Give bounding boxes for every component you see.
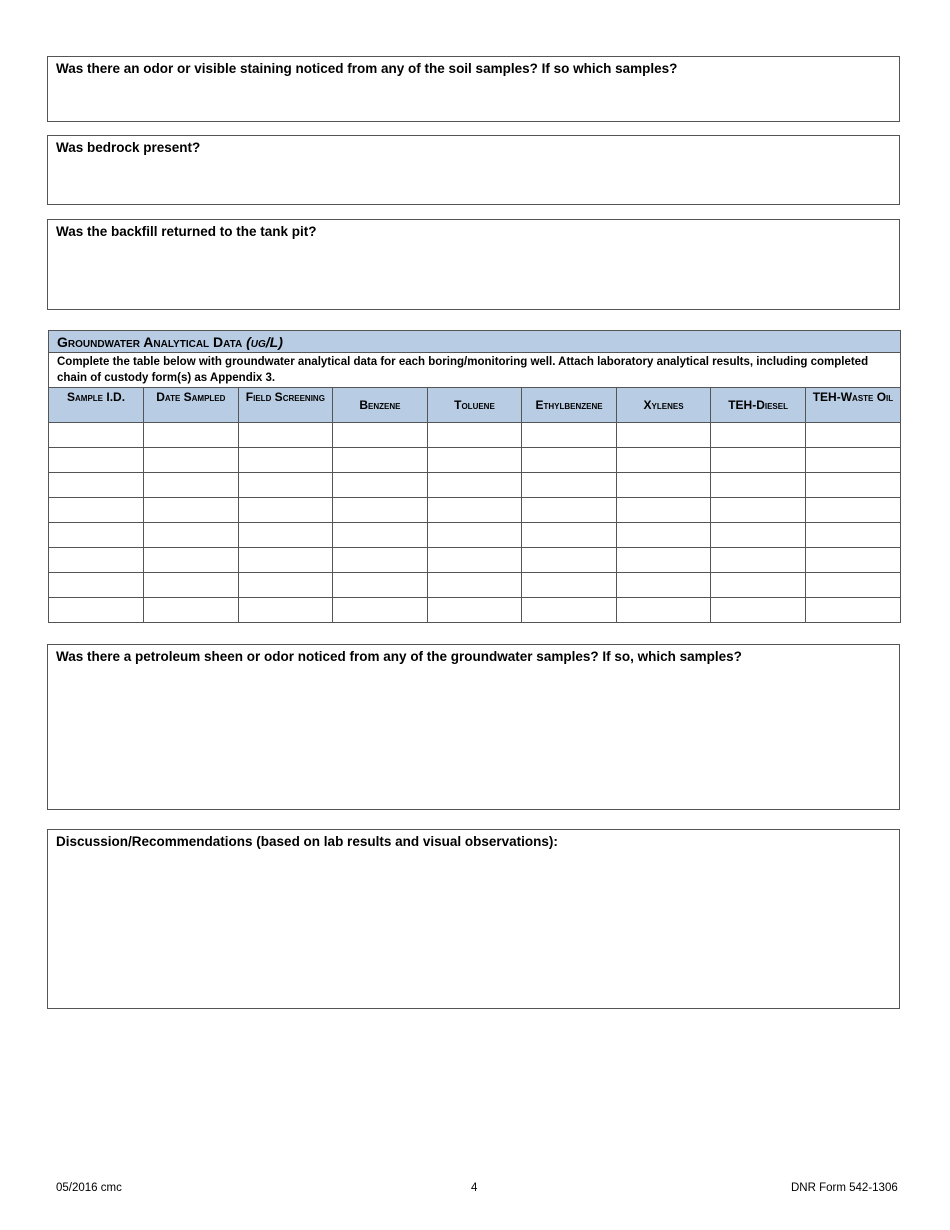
table-row <box>49 572 900 597</box>
table-cell-input[interactable] <box>711 547 806 572</box>
table-cell-input[interactable] <box>49 572 144 597</box>
table-cell-input[interactable] <box>616 522 711 547</box>
table-cell-input[interactable] <box>522 497 617 522</box>
table-cell-input[interactable] <box>616 472 711 497</box>
discussion-question: Discussion/Recommendations (based on lab results and visual observations): <box>56 834 558 849</box>
table-cell-input[interactable] <box>144 547 239 572</box>
table-cell-input[interactable] <box>522 597 617 622</box>
groundwater-title-text: Groundwater Analytical Data <box>57 334 243 350</box>
table-cell-input[interactable] <box>805 497 900 522</box>
table-row <box>49 597 900 622</box>
backfill-question: Was the backfill returned to the tank pit? <box>56 224 317 239</box>
column-header: Sample I.D. <box>49 388 144 422</box>
table-cell-input[interactable] <box>49 422 144 447</box>
table-cell-input[interactable] <box>805 547 900 572</box>
table-cell-input[interactable] <box>333 572 428 597</box>
table-cell-input[interactable] <box>711 572 806 597</box>
table-cell-input[interactable] <box>711 422 806 447</box>
groundwater-title <box>49 331 900 353</box>
groundwater-instructions: Complete the table below with groundwater analytical data for each boring/monitoring well. Attach laboratory analytical results, including completed chain of custody form(s) as Appendix 3. <box>49 353 900 388</box>
footer-page-number: 4 <box>471 1182 478 1194</box>
table-cell-input[interactable] <box>427 447 522 472</box>
table-cell-input[interactable] <box>333 597 428 622</box>
table-cell-input[interactable] <box>711 497 806 522</box>
column-header: Ethylbenzene <box>522 388 617 422</box>
table-row <box>49 547 900 572</box>
table-cell-input[interactable] <box>522 572 617 597</box>
table-cell-input[interactable] <box>711 597 806 622</box>
table-cell-input[interactable] <box>522 422 617 447</box>
table-cell-input[interactable] <box>144 447 239 472</box>
table-cell-input[interactable] <box>333 497 428 522</box>
table-cell-input[interactable] <box>616 547 711 572</box>
table-cell-input[interactable] <box>333 547 428 572</box>
odor-staining-box[interactable] <box>47 56 900 122</box>
table-cell-input[interactable] <box>49 547 144 572</box>
table-cell-input[interactable] <box>805 422 900 447</box>
table-cell-input[interactable] <box>238 422 333 447</box>
table-cell-input[interactable] <box>805 597 900 622</box>
bedrock-question: Was bedrock present? <box>56 140 201 155</box>
footer-form-number: DNR Form 542-1306 <box>791 1182 898 1194</box>
table-cell-input[interactable] <box>711 447 806 472</box>
table-cell-input[interactable] <box>805 447 900 472</box>
column-header: Toluene <box>427 388 522 422</box>
groundwater-section <box>48 330 901 623</box>
table-cell-input[interactable] <box>522 522 617 547</box>
groundwater-table <box>49 388 900 622</box>
column-header: Date Sampled <box>144 388 239 422</box>
table-cell-input[interactable] <box>616 597 711 622</box>
table-cell-input[interactable] <box>238 547 333 572</box>
table-cell-input[interactable] <box>238 497 333 522</box>
table-row <box>49 472 900 497</box>
table-cell-input[interactable] <box>238 447 333 472</box>
table-cell-input[interactable] <box>522 447 617 472</box>
table-cell-input[interactable] <box>427 572 522 597</box>
table-cell-input[interactable] <box>616 572 711 597</box>
table-cell-input[interactable] <box>522 547 617 572</box>
table-cell-input[interactable] <box>333 422 428 447</box>
table-cell-input[interactable] <box>238 572 333 597</box>
odor-staining-question: Was there an odor or visible staining noticed from any of the soil samples? If so which samples? <box>56 61 678 76</box>
table-cell-input[interactable] <box>427 522 522 547</box>
table-cell-input[interactable] <box>427 497 522 522</box>
table-cell-input[interactable] <box>333 472 428 497</box>
table-cell-input[interactable] <box>427 422 522 447</box>
backfill-box[interactable] <box>47 219 900 310</box>
discussion-box[interactable] <box>47 829 900 1009</box>
footer-date: 05/2016 cmc <box>56 1182 122 1194</box>
table-cell-input[interactable] <box>49 472 144 497</box>
table-cell-input[interactable] <box>238 472 333 497</box>
table-row <box>49 447 900 472</box>
table-cell-input[interactable] <box>49 522 144 547</box>
table-cell-input[interactable] <box>711 472 806 497</box>
table-cell-input[interactable] <box>49 497 144 522</box>
table-cell-input[interactable] <box>144 497 239 522</box>
bedrock-box[interactable] <box>47 135 900 205</box>
table-cell-input[interactable] <box>144 472 239 497</box>
table-cell-input[interactable] <box>144 572 239 597</box>
column-header: Field Screening <box>238 388 333 422</box>
table-cell-input[interactable] <box>333 447 428 472</box>
petroleum-sheen-box[interactable] <box>47 644 900 810</box>
table-cell-input[interactable] <box>49 597 144 622</box>
table-cell-input[interactable] <box>805 522 900 547</box>
table-cell-input[interactable] <box>616 447 711 472</box>
table-cell-input[interactable] <box>616 497 711 522</box>
column-header: Benzene <box>333 388 428 422</box>
table-cell-input[interactable] <box>333 522 428 547</box>
table-cell-input[interactable] <box>144 422 239 447</box>
table-cell-input[interactable] <box>427 472 522 497</box>
table-cell-input[interactable] <box>427 547 522 572</box>
column-header: Xylenes <box>616 388 711 422</box>
table-row <box>49 522 900 547</box>
table-cell-input[interactable] <box>711 522 806 547</box>
table-cell-input[interactable] <box>144 522 239 547</box>
groundwater-unit: (ug/L) <box>246 334 283 350</box>
table-cell-input[interactable] <box>616 422 711 447</box>
column-header: TEH-Diesel <box>711 388 806 422</box>
table-row <box>49 422 900 447</box>
table-cell-input[interactable] <box>238 522 333 547</box>
table-cell-input[interactable] <box>522 472 617 497</box>
table-cell-input[interactable] <box>805 572 900 597</box>
column-header: TEH-Waste Oil <box>805 388 900 422</box>
table-cell-input[interactable] <box>144 597 239 622</box>
table-cell-input[interactable] <box>427 597 522 622</box>
petroleum-sheen-question: Was there a petroleum sheen or odor noticed from any of the groundwater samples? If so, which samples? <box>56 649 742 664</box>
table-row <box>49 497 900 522</box>
table-cell-input[interactable] <box>238 597 333 622</box>
table-cell-input[interactable] <box>805 472 900 497</box>
table-cell-input[interactable] <box>49 447 144 472</box>
